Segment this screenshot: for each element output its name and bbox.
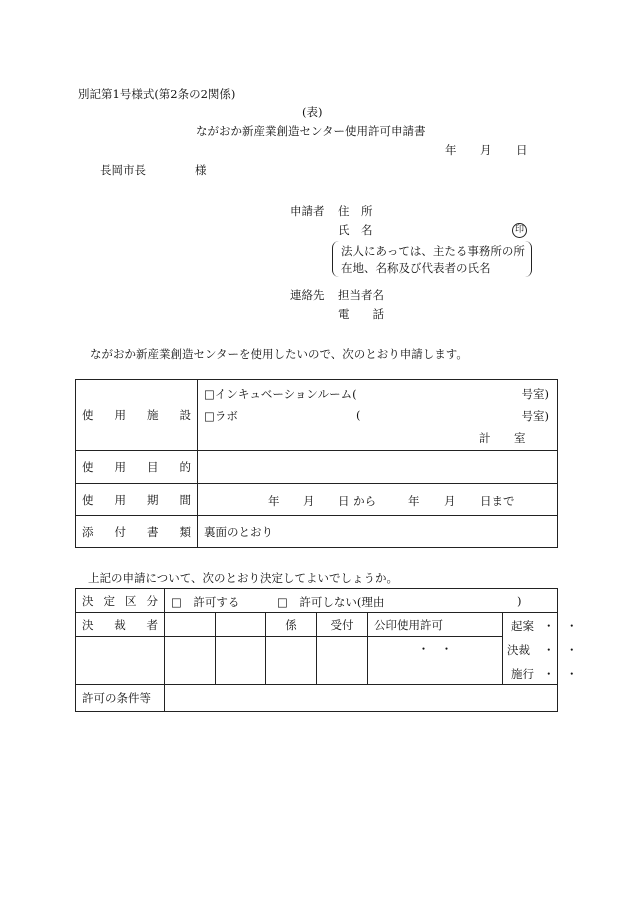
permit-option[interactable]: □ 許可する [171, 595, 240, 609]
draft-dots: ・ ・ [543, 619, 578, 633]
official-seal-header: 公印使用許可 [368, 613, 503, 637]
form-title: ながおか新産業創造センター使用許可申請書 [196, 124, 426, 138]
purpose-label: 使 用 目 的 [82, 460, 191, 474]
deny-close-paren: ) [517, 594, 522, 608]
addressee: 長岡市長 [100, 163, 146, 177]
period-end-day: 日まで [480, 494, 515, 508]
corporate-note-line1: 法人にあっては、主たる事務所の所 [341, 244, 525, 258]
enforcement-dots: ・ ・ [543, 667, 578, 681]
approver-box-2[interactable] [216, 613, 266, 637]
date-day: 日 [516, 143, 528, 157]
conditions-value-cell[interactable] [165, 685, 558, 712]
attachments-label: 添 付 書 類 [82, 524, 191, 539]
period-value-cell[interactable] [198, 484, 558, 516]
approver-sign-cell[interactable] [76, 637, 165, 685]
name-label: 氏 名 [338, 223, 373, 237]
form-number: 別記第1号様式(第2条の2関係) [78, 87, 236, 101]
draft-label: 起案 [511, 619, 534, 633]
category-value-cell [165, 589, 558, 613]
corporate-note-line2: 在地、名称及び代表者の氏名 [341, 261, 491, 275]
staff-header: 係 [266, 613, 317, 637]
reception-header: 受付 [317, 613, 368, 637]
facility-label: 使 用 施 設 [82, 408, 191, 422]
period-end-year: 年 [408, 494, 420, 508]
process-cell [503, 613, 578, 685]
room-label: 室 [514, 431, 526, 445]
purpose-label-cell [76, 451, 198, 484]
corporate-note [332, 241, 532, 277]
decision-table [75, 588, 578, 712]
lab-option[interactable]: □ラボ [204, 409, 238, 423]
official-seal-date: ・ ・ [368, 637, 503, 685]
seal-mark [512, 221, 527, 238]
period-start-year: 年 [268, 494, 280, 508]
period-label: 使 用 期 間 [82, 492, 191, 507]
lab-paren: ( [356, 408, 361, 422]
approval-label: 決裁 [507, 643, 530, 657]
decision-intro: 上記の申請について、次のとおり決定してよいでしょうか。 [88, 571, 399, 585]
facility-value-cell[interactable] [198, 380, 558, 451]
purpose-value-cell[interactable] [198, 451, 558, 484]
period-start-day: 日 から [338, 494, 377, 508]
lab-room-suffix: 号室) [521, 409, 549, 423]
honorific: 様 [195, 163, 207, 177]
approver-box-1[interactable] [165, 613, 216, 637]
reception-sign-box[interactable] [317, 637, 368, 685]
date-year: 年 [445, 143, 457, 157]
period-start-month: 月 [303, 494, 315, 508]
usage-table [75, 379, 558, 548]
person-label: 担当者名 [338, 288, 384, 302]
sign-box-1[interactable] [165, 637, 216, 685]
category-label: 決 定 区 分 [82, 593, 158, 608]
form-side: (表) [302, 105, 323, 119]
approver-label: 決 裁 者 [82, 617, 158, 632]
period-end-month: 月 [444, 494, 456, 508]
application-intro: ながおか新産業創造センターを使用したいので、次のとおり申請します。 [90, 347, 468, 361]
date-month: 月 [480, 143, 492, 157]
incubation-room-suffix: 号室) [521, 387, 549, 401]
enforcement-label: 施行 [511, 667, 534, 681]
approver-label-cell [76, 613, 165, 637]
address-label: 住 所 [338, 204, 373, 218]
total-label: 計 [479, 431, 491, 445]
attachments-value: 裏面のとおり [198, 516, 558, 548]
applicant-label: 申請者 [290, 204, 325, 218]
staff-sign-box[interactable] [266, 637, 317, 685]
phone-label: 電 話 [338, 307, 384, 321]
period-label-cell [76, 484, 198, 516]
category-label-cell [76, 589, 165, 613]
approval-dots: ・ ・ [543, 643, 578, 657]
incubation-room-option[interactable]: □インキュベーションルーム( [204, 387, 357, 401]
attachments-label-cell [76, 516, 198, 548]
contact-label: 連絡先 [290, 288, 325, 302]
seal-icon: 印 [512, 223, 527, 238]
conditions-label: 許可の条件等 [76, 685, 165, 712]
facility-label-cell [76, 380, 198, 451]
sign-box-2[interactable] [216, 637, 266, 685]
deny-option[interactable]: □ 許可しない(理由 [277, 595, 385, 609]
